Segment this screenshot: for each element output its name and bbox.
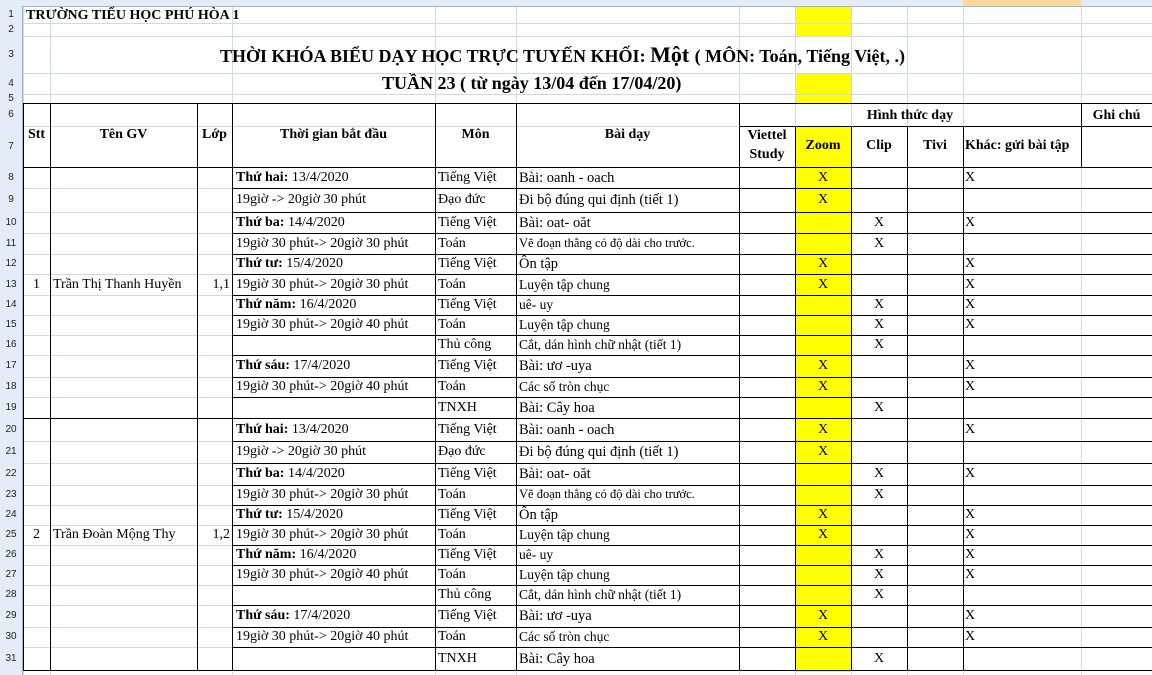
zoom-mark: X [817,192,829,207]
zoom-mark: X [817,527,829,542]
other-mark: X [965,276,976,292]
lesson-cell: Vẽ đoạn thẳng có độ dài cho trước. [519,487,695,501]
subject-cell: Thủ công [438,587,492,602]
row-number[interactable]: 30 [5,631,17,642]
date-value: 15/4/2020 [286,507,344,522]
teacher-stt: 2 [33,527,40,542]
clip-mark: X [873,297,885,312]
date-value: 16/4/2020 [299,547,357,562]
date-value: 14/4/2020 [287,466,345,481]
row-number[interactable]: 4 [8,77,14,89]
lesson-cell: Bài: Cây hoa [519,650,595,667]
lesson-cell: Bài: oanh - oach [519,421,615,438]
header-mode-group: Hình thức dạy [866,108,954,123]
lesson-cell: Cắt, dán hình chữ nhật (tiết 1) [519,587,682,602]
row-number[interactable]: 10 [5,216,17,228]
day-date-cell [236,215,345,231]
header-lesson: Bài dạy [604,127,651,142]
teacher-class: 1,1 [212,276,230,292]
header-tivi: Tivi [923,138,947,153]
header-clip: Clip [866,138,892,153]
row-number[interactable]: 21 [5,446,17,457]
clip-mark: X [873,650,885,666]
clip-mark: X [873,337,885,352]
time-range: 19giờ 30 phút-> 20giờ 30 phút [236,527,409,542]
time-range: 19giờ -> 20giờ 30 phút [236,444,367,459]
subject-cell: Toán [438,567,466,582]
day-label: Thứ hai: [236,421,292,437]
day-label: Thứ hai: [236,169,292,185]
header-note: Ghi chú [1092,108,1141,123]
header-other: Khác: gửi bài tập [965,138,1070,153]
day-label: Thứ sáu: [236,608,294,623]
lesson-cell: Bài: ươ -uya [519,608,592,624]
row-number[interactable]: 18 [5,381,17,392]
other-mark: X [965,297,976,312]
lesson-cell: Các số tròn chục [519,379,610,394]
row-number[interactable]: 15 [5,319,17,330]
column-header-bar[interactable] [0,0,1152,7]
time-range: 19giờ 30 phút-> 20giờ 40 phút [236,567,409,582]
day-date-cell [236,547,356,563]
other-mark: X [965,317,976,332]
clip-mark: X [873,587,885,602]
row-number[interactable]: 31 [5,652,17,664]
day-label: Thứ tư: [236,507,287,522]
lesson-cell: Ôn tập [519,507,559,523]
header-viettel-study: Study [749,147,785,162]
clip-mark: X [873,567,885,582]
row-number[interactable]: 17 [5,360,17,371]
clip-mark: X [873,466,885,481]
zoom-mark: X [817,608,829,623]
subject-cell: TNXH [438,399,477,415]
title-grade: Một [650,42,695,67]
date-value: 14/4/2020 [287,214,345,230]
subject-cell: Tiếng Việt [438,358,497,373]
zoom-mark: X [817,629,829,644]
lesson-cell: Ôn tập [519,256,559,272]
date-value: 15/4/2020 [286,256,344,271]
subject-cell: Tiếng Việt [438,169,497,185]
time-range: 19giờ 30 phút-> 20giờ 40 phút [236,317,409,332]
lesson-cell: Bài: Cây hoa [519,399,595,416]
row-number[interactable]: 5 [8,92,14,104]
week-line: TUẦN 23 ( từ ngày 13/04 đến 17/04/20) [382,73,682,93]
other-mark: X [965,379,976,394]
teacher-stt: 1 [33,276,40,292]
teacher-class: 1,2 [212,527,230,542]
other-mark: X [965,256,976,271]
lesson-cell: Bài: oanh - oach [519,169,615,186]
lesson-cell: Vẽ đoạn thẳng có độ dài cho trước. [519,235,695,250]
date-value: 13/4/2020 [291,421,349,437]
subject-cell: Tiếng Việt [438,256,497,271]
date-value: 13/4/2020 [291,169,349,185]
subject-cell: Thủ công [438,337,492,352]
row-number[interactable]: 26 [5,549,17,560]
date-value: 17/4/2020 [293,358,351,373]
day-date-cell [236,608,350,624]
other-mark: X [965,169,976,185]
header-subject: Môn [461,127,490,142]
subject-cell: Toán [438,276,466,292]
sheet-title [220,44,905,67]
row-number[interactable]: 12 [5,258,17,269]
title-subjects: ( MÔN: Toán, Tiếng Việt, .) [694,46,906,66]
header-teacher: Tên GV [99,127,148,142]
time-range: 19giờ 30 phút-> 20giờ 30 phút [236,235,409,251]
zoom-mark: X [817,421,829,437]
row-number[interactable]: 23 [5,489,17,500]
spreadsheet-grid[interactable] [23,7,1152,675]
lesson-cell: Luyện tập chung [519,317,610,332]
other-mark: X [965,547,976,562]
row-number[interactable]: 7 [8,140,14,152]
lesson-cell: Bài: ươ -uya [519,358,592,374]
day-date-cell [236,170,349,186]
zoom-mark: X [817,169,829,185]
subject-cell: Toán [438,317,466,332]
lesson-cell: Các số tròn chục [519,629,610,644]
lesson-cell: Đi bộ đúng qui định (tiết 1) [519,192,679,208]
lesson-cell: Bài: oat- oăt [519,466,591,482]
row-number[interactable]: 6 [8,108,14,120]
day-date-cell [236,256,343,272]
time-range: 19giờ -> 20giờ 30 phút [236,192,367,207]
other-mark: X [965,507,976,522]
zoom-mark: X [817,444,829,459]
row-number[interactable]: 19 [5,401,17,413]
selected-column-header[interactable] [963,0,1081,6]
other-mark: X [965,214,976,230]
day-label: Thứ năm: [236,547,300,562]
subject-cell: Toán [438,379,466,394]
day-label: Thứ sáu: [236,358,294,373]
row-number[interactable]: 9 [8,194,14,205]
header-viettel: Viettel [747,128,787,143]
zoom-mark: X [817,507,829,522]
row-number[interactable]: 29 [5,610,17,621]
other-mark: X [965,358,976,373]
subject-cell: Tiếng Việt [438,507,497,522]
day-date-cell [236,422,349,438]
subject-cell: Tiếng Việt [438,421,497,437]
header-class: Lớp [202,127,227,142]
zoom-mark: X [817,256,829,271]
lesson-cell: Luyện tập chung [519,527,610,542]
clip-mark: X [873,317,885,332]
lesson-cell: Cắt, dán hình chữ nhật (tiết 1) [519,337,682,352]
lesson-cell: uê- uy [519,547,554,562]
subject-cell: Đạo đức [438,444,486,459]
row-number[interactable]: 16 [5,339,17,350]
lesson-cell: Luyện tập chung [519,567,610,582]
teacher-name: Trần Đoàn Mộng Thy [53,527,176,542]
day-date-cell [236,466,345,482]
other-mark: X [965,608,976,623]
date-value: 17/4/2020 [293,608,351,623]
subject-cell: Tiếng Việt [438,297,497,312]
row-number[interactable]: 11 [5,237,17,249]
other-mark: X [965,466,976,481]
clip-mark: X [873,214,885,230]
header-zoom: Zoom [805,138,841,153]
title-prefix: THỜI KHÓA BIỂU DẠY HỌC TRỰC TUYẾN KHỐI: [220,46,651,66]
day-label: Thứ ba: [236,466,288,481]
row-number[interactable]: 28 [5,589,17,600]
day-date-cell [236,507,343,523]
teacher-name: Trần Thị Thanh Huyền [53,276,182,292]
day-label: Thứ tư: [236,256,287,271]
other-mark: X [965,421,976,437]
row-number[interactable]: 25 [5,529,17,540]
row-header-bar[interactable] [0,6,23,675]
subject-cell: Toán [438,629,466,644]
lesson-cell: Đi bộ đúng qui định (tiết 1) [519,444,679,460]
date-value: 16/4/2020 [299,297,357,312]
day-date-cell [236,297,356,313]
row-number[interactable]: 22 [5,468,17,479]
subject-cell: TNXH [438,650,477,666]
subject-cell: Toán [438,235,466,251]
lesson-cell: Luyện tập chung [519,276,610,292]
subject-cell: Đạo đức [438,192,486,207]
zoom-mark: X [817,276,829,292]
subject-cell: Tiếng Việt [438,547,497,562]
subject-cell: Toán [438,527,466,542]
other-mark: X [965,567,976,582]
row-number[interactable]: 1 [8,9,14,20]
header-stt: Stt [27,127,46,142]
other-mark: X [965,629,976,644]
clip-mark: X [873,487,885,502]
lesson-cell: uê- uy [519,297,554,312]
time-range: 19giờ 30 phút-> 20giờ 40 phút [236,379,409,394]
clip-mark: X [873,399,885,415]
row-number[interactable]: 14 [5,299,17,310]
subject-cell: Tiếng Việt [438,608,497,623]
time-range: 19giờ 30 phút-> 20giờ 30 phút [236,276,409,292]
clip-mark: X [873,547,885,562]
row-number[interactable]: 3 [8,48,14,60]
time-range: 19giờ 30 phút-> 20giờ 40 phút [236,629,409,644]
row-number[interactable]: 24 [5,509,17,520]
clip-mark: X [873,235,885,251]
row-number[interactable]: 8 [8,171,14,183]
subject-cell: Tiếng Việt [438,214,497,230]
school-name: TRƯỜNG TIỂU HỌC PHÚ HÒA 1 [26,8,240,23]
day-label: Thứ năm: [236,297,300,312]
row-number[interactable]: 27 [5,569,17,580]
row-number[interactable]: 2 [8,23,14,35]
lesson-cell: Bài: oat- oăt [519,214,591,231]
day-date-cell [236,358,350,374]
row-number[interactable]: 13 [5,278,17,290]
zoom-mark: X [817,379,829,394]
other-mark: X [965,527,976,542]
row-number[interactable]: 20 [5,423,17,435]
subject-cell: Toán [438,487,466,502]
header-start-time: Thời gian bắt đầu [280,127,387,142]
zoom-highlight-title [795,73,851,103]
zoom-highlight-top [795,7,851,37]
subject-cell: Tiếng Việt [438,466,497,481]
day-label: Thứ ba: [236,214,288,230]
time-range: 19giờ 30 phút-> 20giờ 30 phút [236,487,409,502]
zoom-mark: X [817,358,829,373]
